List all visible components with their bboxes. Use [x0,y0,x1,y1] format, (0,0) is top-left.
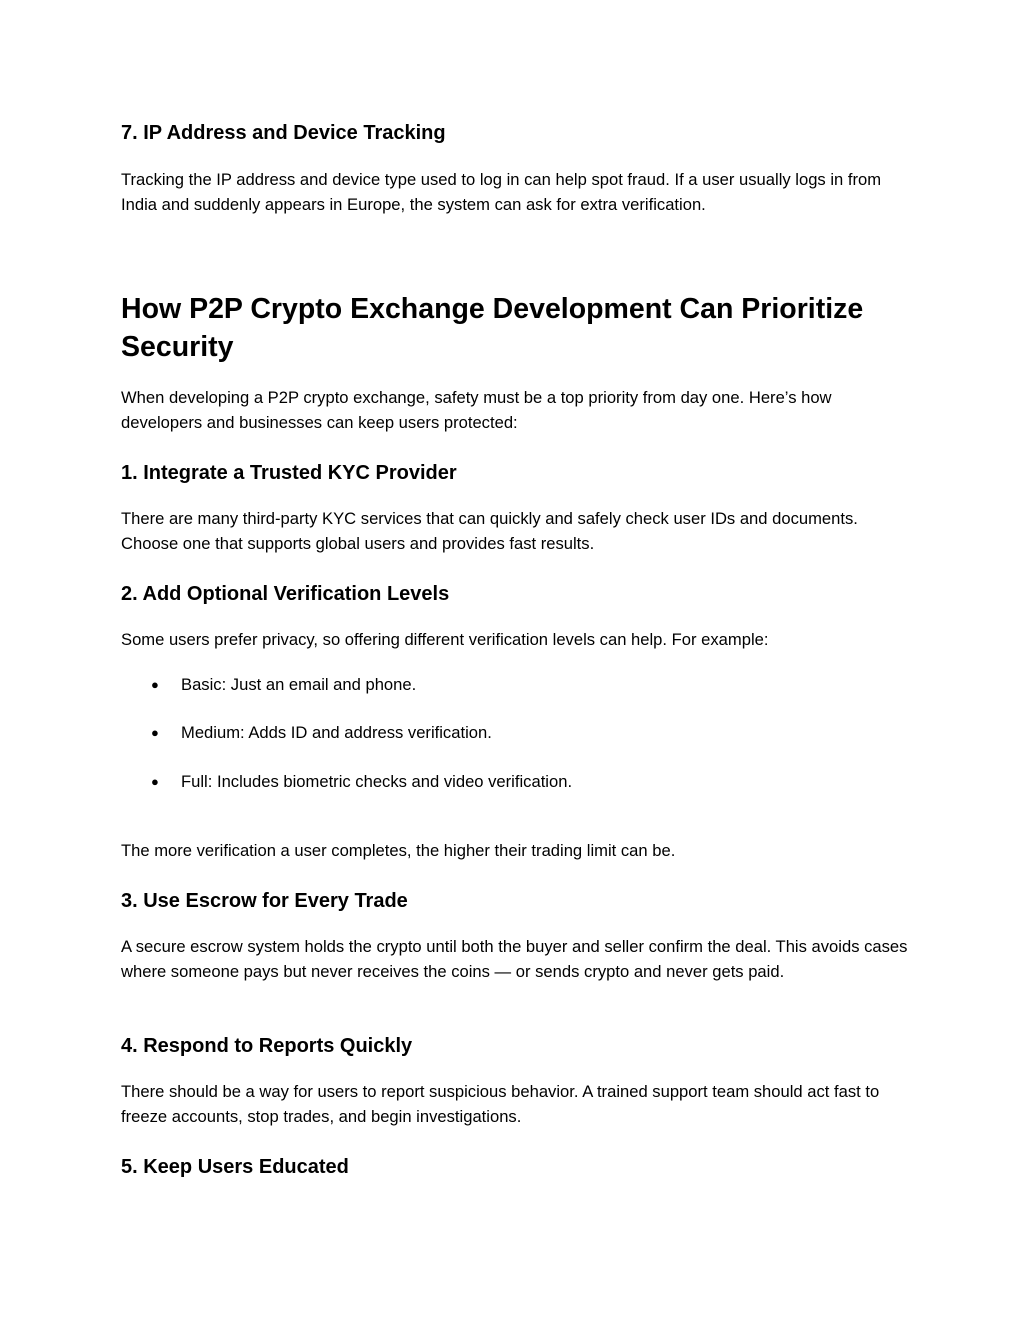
bullet-icon: ● [151,774,159,789]
heading-keep-users-educated: 5. Keep Users Educated [121,1156,349,1178]
bullet-icon: ● [151,677,159,692]
paragraph-ip-device-tracking: Tracking the IP address and device type used to log in can help spot fraud. If a user usually logs in from India and suddenly appears in Europe, the system can ask for extra verification. [121,170,882,214]
heading-kyc-provider: 1. Integrate a Trusted KYC Provider [121,462,457,484]
paragraph-verification-closing: The more verification a user completes, the higher their trading limit can be. [121,841,676,860]
paragraph-kyc-provider: There are many third-party KYC services that can quickly and safely check user IDs and documents. Choose one that supports global users and provides fast results. [121,509,858,553]
paragraph-intro: When developing a P2P crypto exchange, safety must be a top priority from day one. Here’s how developers and businesses can keep users protected: [121,388,832,432]
bullet-icon: ● [151,725,159,740]
paragraph-respond-reports: There should be a way for users to report suspicious behavior. A trained support team should act fast to freeze accounts, stop trades, and begin investigations. [121,1082,880,1126]
heading-respond-reports: 4. Respond to Reports Quickly [121,1035,413,1057]
list-item-text: Full: Includes biometric checks and video verification. [181,772,573,791]
heading-escrow: 3. Use Escrow for Every Trade [121,890,408,912]
list-item-text: Basic: Just an email and phone. [181,675,417,694]
heading-verification-levels: 2. Add Optional Verification Levels [121,583,450,605]
paragraph-escrow: A secure escrow system holds the crypto until both the buyer and seller confirm the deal. This avoids cases where someone pays but never receives the coins — or sends crypto and never gets paid. [121,937,908,981]
section-title-prioritize-security: How P2P Crypto Exchange Development Can Prioritize Security [121,293,864,363]
paragraph-verification-levels: Some users prefer privacy, so offering different verification levels can help. For example: [121,630,769,649]
list-item-text: Medium: Adds ID and address verification. [181,723,492,742]
heading-ip-device-tracking: 7. IP Address and Device Tracking [121,122,446,144]
